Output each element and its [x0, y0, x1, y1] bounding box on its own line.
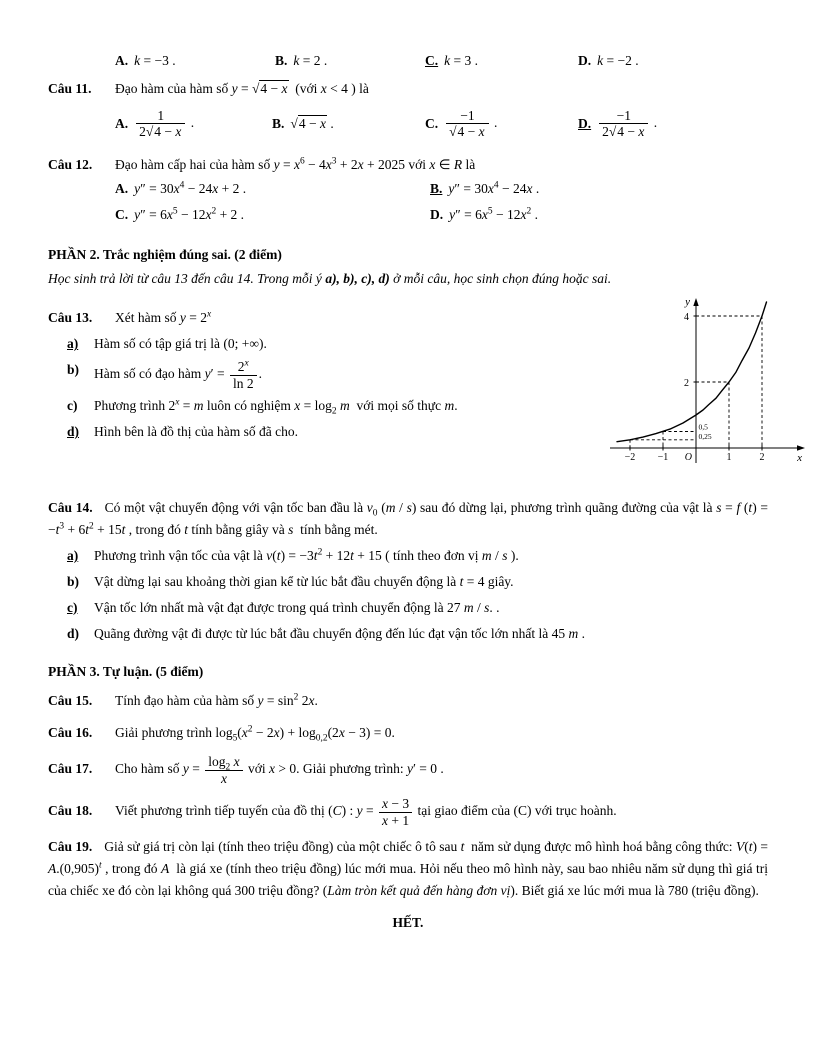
option-value: $y'' = 30x^4 - 24x$ . [448, 180, 540, 196]
question-stem: Cho hàm số y = $\frac{\log_2 x}{x}$ với x > 0. Giải phương trình: y′ = 0 . [115, 754, 444, 786]
exp-curve [617, 302, 767, 442]
question-stem: Viết phương trình tiếp tuyến của đồ thị (C) : y = $\frac{x - 3}{x + 1}$ tại giao điểm của (C) với trục hoành. [115, 796, 617, 828]
option-value: k = −3 . [134, 53, 176, 69]
option-value: $y'' = 30x^4 - 24x + 2$ . [134, 180, 247, 196]
option-value: $y'' = 6x^5 - 12x^2$ . [449, 206, 538, 222]
q13-item-a [48, 333, 530, 355]
xtick-2: 2 [759, 452, 765, 464]
question-11 [48, 78, 768, 100]
q10-option-a [115, 50, 176, 72]
question-15 [48, 690, 768, 712]
x-axis-label: x [797, 452, 802, 465]
item-label: b) [67, 574, 80, 590]
q10-option-c [425, 50, 478, 72]
part2-note: Học sinh trả lời từ câu 13 đến câu 14. Trong mỗi ý a), b), c), d) ở mỗi câu, học sinh chọn đúng hoặc sai. [48, 270, 612, 286]
item-text: Hàm số có đạo hàm y′ = $\frac{2^x}{\ln 2}$ . [94, 358, 262, 391]
item-text: Hình bên là đồ thị của hàm số đã cho. [94, 424, 298, 440]
question-stem: Xét hàm số $y = 2^x$ [115, 309, 212, 326]
item-label: b) [67, 362, 80, 378]
item-text: Vận tốc lớn nhất mà vật đạt được trong quá trình chuyển động là 27 m / s. . [94, 599, 500, 615]
option-label: B. [275, 53, 288, 69]
question-stem: Giả sử giá trị còn lại (tính theo triệu đồng) của một chiếc ô tô sau t năm sử dụng được mô hình hoá bằng công thức: $V(t) = A.(0,905)^t$ , trong đó A là giá xe (tính theo triệu đồng) lúc mới mua. Hỏi nếu theo mô hình này, sau bao nhiêu năm sử dụng thì giá trị của chiếc xe đó còn lại không quá 300 triệu đồng? (Làm tròn kết quả đến hàng đơn vị). Biết giá xe lúc mới mua là 780 (triệu đồng). [48, 839, 769, 898]
item-text: Vật dừng lại sau khoảng thời gian kể từ lúc bắt đầu chuyển động là t = 4 giây. [94, 574, 514, 590]
q13-item-d [48, 421, 530, 443]
item-text: Hàm số có tập giá trị là (0; +∞). [94, 336, 267, 352]
option-label: A. [115, 53, 129, 69]
question-number: Câu 13. [48, 310, 93, 326]
q14-item-d [48, 623, 768, 645]
item-label: d) [67, 625, 80, 641]
q11-option-c [425, 100, 497, 148]
option-label: C. [425, 115, 439, 131]
item-label: a) [67, 336, 79, 352]
q12-option-c [115, 202, 244, 228]
option-value: k = −2 . [597, 53, 639, 69]
q12-option-a [115, 176, 246, 202]
question-stem: Có một vật chuyển động với vận tốc ban đầu là $v_0$ (m / s) sau đó dừng lại, phương trình quãng đường của vật là s = f $(t) = -t^3 + 6t^2 + 15t$ , trong đó t tính bằng giây và s tính bằng mét. [48, 500, 768, 538]
item-text: Quãng đường vật đi được từ lúc bắt đầu chuyển động đến lúc đạt vận tốc lớn nhất là 45 m . [94, 625, 586, 641]
x-axis-arrow [797, 446, 805, 451]
ytick-0-5: 0,5 [698, 422, 708, 432]
origin-label: O [684, 452, 692, 464]
option-value: k = 3 . [444, 53, 478, 69]
option-label: A. [115, 115, 129, 131]
xtick-1: 1 [726, 452, 732, 464]
question-number: Câu 17. [48, 761, 93, 777]
question-number: Câu 18. [48, 803, 93, 819]
ytick-4: 4 [684, 312, 689, 324]
q12-options-row-1 [48, 176, 768, 202]
item-label: c) [67, 599, 78, 615]
option-value: $\frac{-1}{2√4 - x}$ . [597, 108, 657, 140]
q10-option-d [578, 50, 639, 72]
question-number: Câu 11. [48, 81, 92, 96]
option-label: B. [272, 115, 285, 131]
y-axis-label: y [685, 296, 690, 309]
item-text: Phương trình $2^x = m$ luôn có nghiệm $x = \log_2 m$ với mọi số thực m. [94, 397, 458, 417]
q12-option-b [430, 176, 539, 202]
q11-option-d [578, 100, 657, 148]
q10-options-row [48, 50, 768, 72]
q13-item-c [48, 395, 530, 417]
question-13-stem-line [48, 307, 530, 329]
option-label: B. [430, 180, 443, 196]
q14-item-b [48, 571, 768, 593]
part2-heading: PHẦN 2. Trắc nghiệm đúng sai. (2 điểm) [48, 246, 282, 262]
ytick-0-25: 0,25 [698, 432, 712, 442]
q13-item-b [48, 359, 530, 391]
question-13 [48, 296, 802, 489]
q11-option-a [115, 100, 194, 148]
q12-options-row-2 [48, 202, 768, 228]
item-text: Phương trình vận tốc của vật là $v(t) = -3t^2 + 12t + 15$ ( tính theo đơn vị m / s ). [94, 547, 519, 564]
xtick-m2: −2 [624, 452, 636, 464]
item-label: a) [67, 548, 79, 564]
q11-option-b [272, 100, 334, 148]
item-label: d) [67, 424, 80, 440]
part3-heading: PHẦN 3. Tự luận. (5 điểm) [48, 663, 204, 679]
question-18 [48, 796, 768, 828]
option-label: A. [115, 180, 129, 196]
option-label: C. [115, 206, 129, 222]
item-label: c) [67, 398, 78, 414]
option-label: C. [425, 53, 439, 69]
question-16 [48, 722, 768, 744]
y-axis-arrow [693, 298, 698, 306]
question-14 [48, 497, 768, 644]
question-number: Câu 16. [48, 725, 93, 741]
footer: HẾT. [392, 914, 424, 930]
question-number: Câu 15. [48, 693, 93, 709]
xtick-m1: −1 [657, 452, 669, 464]
exponential-graph [556, 293, 808, 477]
option-label: D. [578, 53, 592, 69]
q12-option-d [430, 202, 538, 228]
option-label: D. [578, 115, 592, 131]
q14-item-a [48, 545, 768, 567]
q10-option-b [275, 50, 327, 72]
ytick-2: 2 [684, 378, 689, 390]
question-14-intro [48, 497, 768, 541]
question-19 [48, 836, 768, 902]
question-17 [48, 754, 768, 786]
question-number: Câu 19. [48, 839, 93, 855]
question-stem: Giải phương trình $\log_5(x^2 - 2x) + \log_{0,2}(2x - 3) = 0$. [115, 724, 395, 744]
question-number: Câu 14. [48, 500, 93, 516]
q14-item-c [48, 597, 768, 619]
option-value: $y'' = 6x^5 - 12x^2 + 2$ . [134, 206, 245, 222]
option-value: k = 2 . [293, 53, 328, 69]
option-value: $\frac{1}{2√4 - x}$ . [134, 108, 194, 140]
question-stem: Tính đạo hàm của hàm số $y = \sin^2 2x$. [115, 692, 318, 709]
option-value: $\frac{-1}{√4 - x}$ . [444, 108, 497, 140]
question-number: Câu 12. [48, 156, 93, 172]
question-stem: Đạo hàm cấp hai của hàm số $y = x^6 - 4x^3 + 2x + 2025$ với x ∈ R là [115, 156, 476, 172]
question-12 [48, 154, 768, 176]
option-value: √4 − x . [290, 115, 334, 131]
question-stem: Đạo hàm của hàm số y = √4 − x (với x < 4 ) là [115, 81, 369, 96]
option-label: D. [430, 206, 444, 222]
q11-options-row [48, 100, 768, 148]
